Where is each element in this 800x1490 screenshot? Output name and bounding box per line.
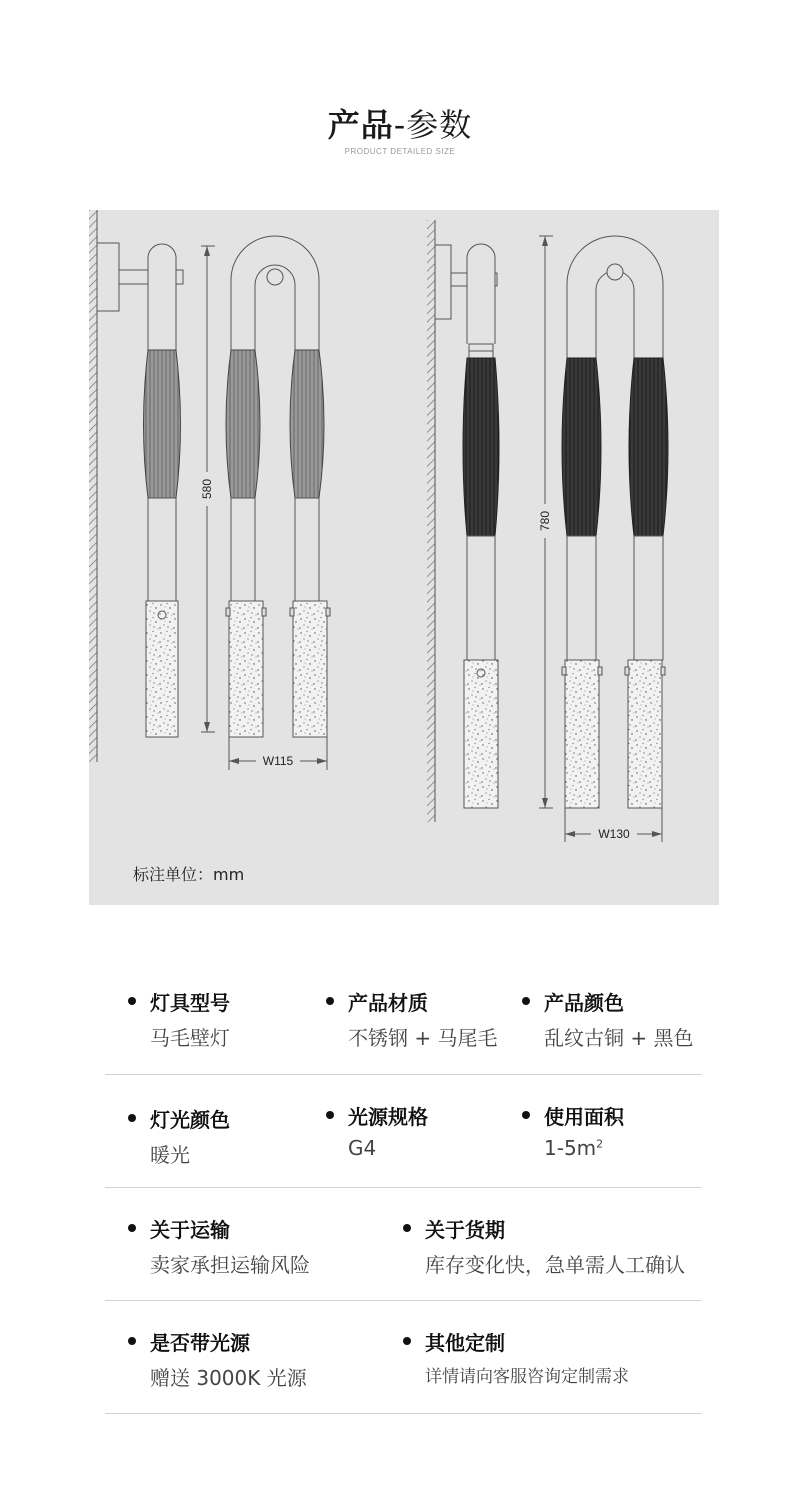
spec-material [348,987,497,1051]
dim-height-small-label: 580 [200,478,214,500]
spec-label: 是否带光源 [150,1331,250,1355]
bullet-dot [403,1224,411,1232]
unit-note: 标注单位：mm [133,865,245,884]
spec-color [544,987,693,1051]
dim-height-large-label: 780 [538,510,552,532]
bullet-dot [403,1337,411,1345]
spec-label: 产品颜色 [544,991,624,1015]
spec-label: 灯光颜色 [150,1108,230,1132]
spec-bulb [150,1327,307,1391]
spec-delivery [425,1214,685,1278]
dim-width-small-label: W115 [262,754,294,768]
dim-width-large-label: W130 [598,827,630,841]
spec-value: 库存变化快，急单需人工确认 [425,1253,685,1277]
spec-label: 其他定制 [425,1331,505,1355]
large-lamp-side-view [427,220,499,822]
large-lamp-front-view [562,236,668,808]
spec-label: 使用面积 [544,1105,624,1129]
spec-value-superscript: 2 [596,1137,604,1151]
spec-label: 关于货期 [425,1218,505,1242]
spec-value: 不锈钢 + 马尾毛 [348,1026,498,1050]
small-width-dimension [229,737,327,770]
small-lamp-side-view [89,210,183,762]
small-height-dimension [199,246,215,732]
spec-label: 灯具型号 [150,991,230,1015]
spec-value: 马毛壁灯 [150,1026,230,1050]
divider [105,1074,702,1075]
divider [105,1187,702,1188]
spec-value: 赠送 3000K 光源 [150,1366,307,1390]
spec-value: 乱纹古铜 + 黑色 [544,1026,694,1050]
bullet-dot [128,1114,136,1122]
dimension-drawing [89,210,719,905]
page-title: 产品-参数 [327,106,473,144]
bullet-dot [128,1224,136,1232]
bullet-dot [522,997,530,1005]
spec-label: 关于运输 [150,1218,230,1242]
spec-light-color [150,1104,230,1168]
spec-light-source [348,1101,428,1160]
spec-label: 光源规格 [348,1105,428,1129]
small-lamp-front-view [226,236,330,737]
page-subtitle: PRODUCT DETAILED SIZE [344,147,456,156]
divider [105,1300,702,1301]
spec-custom [425,1327,629,1387]
bullet-dot [128,1337,136,1345]
bullet-dot [128,997,136,1005]
large-height-dimension [537,236,553,808]
spec-area [544,1101,624,1160]
divider [105,1413,702,1414]
large-width-dimension [565,808,662,842]
spec-value: 1-5m [544,1136,597,1160]
spec-model [150,987,230,1051]
spec-shipping [150,1214,310,1278]
spec-value: 卖家承担运输风险 [150,1253,310,1277]
spec-value: 暖光 [150,1143,190,1167]
bullet-dot [326,997,334,1005]
bullet-dot [326,1111,334,1119]
bullet-dot [522,1111,530,1119]
spec-value: 详情请向客服咨询定制需求 [425,1367,629,1387]
spec-label: 产品材质 [348,991,428,1015]
spec-value: G4 [348,1136,377,1160]
dimension-drawing-panel [89,210,719,905]
